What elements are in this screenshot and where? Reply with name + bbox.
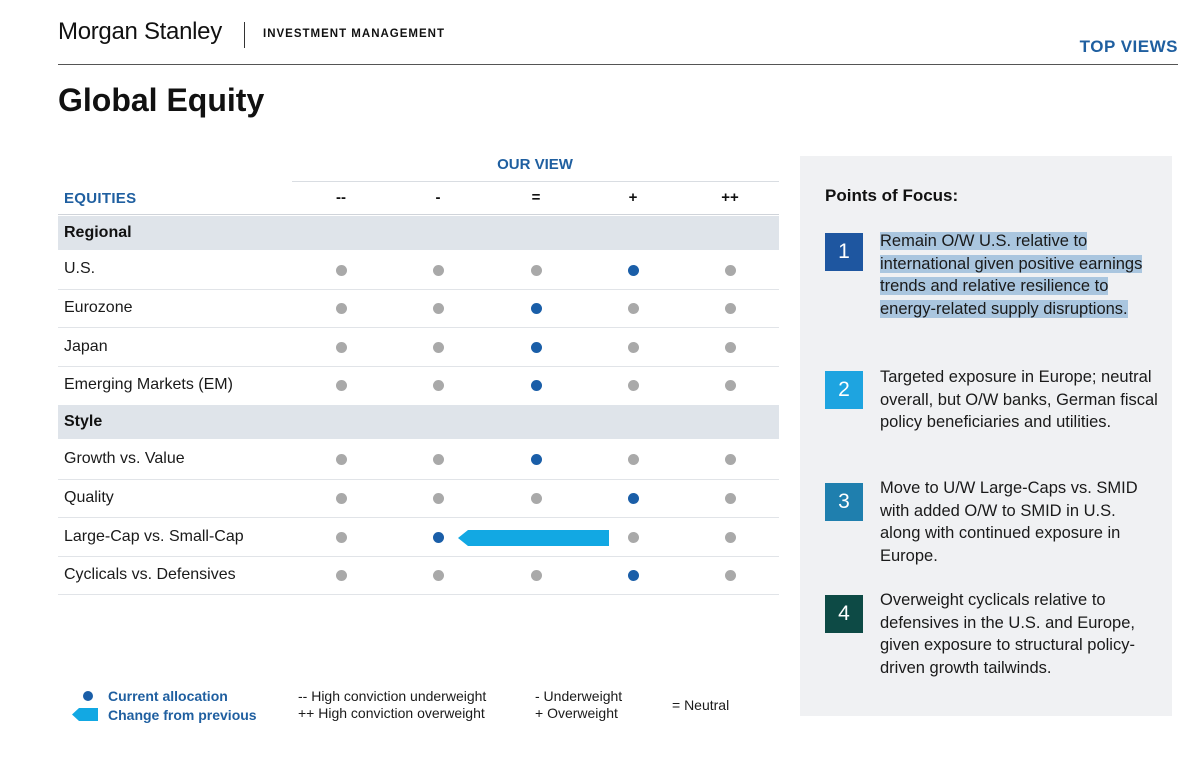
allocation-dot	[336, 493, 347, 504]
focus-point-text	[880, 230, 1160, 320]
focus-point-text: Overweight cyclicals relative to defensives in the U.S. and Europe, given exposure to structural policy-driven growth tailwinds.	[880, 591, 1135, 677]
allocation-dot	[336, 380, 347, 391]
legend-hc-underweight: -- High conviction underweight	[298, 688, 487, 704]
legend-neutral: = Neutral	[672, 697, 730, 713]
allocation-dot	[725, 303, 736, 314]
our-view-rule	[292, 181, 779, 182]
focus-number-badge: 2	[825, 371, 863, 409]
legend-change-from-previous: Change from previous	[108, 707, 257, 723]
column-header-high-underweight: --	[336, 189, 346, 206]
column-header-overweight: +	[628, 189, 638, 206]
legend-overweight: + Overweight	[535, 705, 618, 721]
allocation-dot	[336, 342, 347, 353]
row-label-em: Emerging Markets (EM)	[64, 376, 233, 393]
legend-underweight: - Underweight	[535, 688, 623, 704]
allocation-dot	[336, 570, 347, 581]
section-band-regional	[58, 216, 779, 250]
allocation-dot	[433, 265, 444, 276]
allocation-dot	[433, 303, 444, 314]
section-band-style	[58, 405, 779, 439]
current-allocation-dot	[531, 454, 542, 465]
legend-hc-overweight: ++ High conviction overweight	[298, 705, 485, 721]
row-divider	[58, 517, 779, 518]
current-allocation-dot	[628, 493, 639, 504]
allocation-dot	[433, 454, 444, 465]
row-divider	[58, 479, 779, 480]
row-divider	[58, 327, 779, 328]
column-header-underweight: -	[435, 189, 441, 206]
allocation-dot	[628, 380, 639, 391]
brand-divider	[244, 22, 245, 48]
equities-header: EQUITIES	[64, 190, 137, 207]
focus-number-badge: 4	[825, 595, 863, 633]
brand-logo-text: Morgan Stanley	[58, 18, 222, 45]
focus-number-badge: 3	[825, 483, 863, 521]
allocation-dot	[725, 493, 736, 504]
allocation-dot	[433, 493, 444, 504]
legend-current-allocation: Current allocation	[108, 688, 228, 704]
focus-number-badge: 1	[825, 233, 863, 271]
current-allocation-dot	[531, 380, 542, 391]
allocation-dot	[628, 303, 639, 314]
allocation-dot	[628, 532, 639, 543]
focus-point-text: Targeted exposure in Europe; neutral overall, but O/W banks, German fiscal policy beneficiaries and utilities.	[880, 368, 1158, 431]
column-header-neutral: =	[531, 189, 541, 206]
allocation-dot	[628, 454, 639, 465]
allocation-dot	[336, 303, 347, 314]
section-label-regional: Regional	[64, 224, 132, 241]
table-header-rule	[58, 214, 779, 215]
highlighted-text: Remain O/W U.S. relative to international given positive earnings trends and relative resilience to energy-related supply disruptions.	[880, 232, 1143, 318]
allocation-dot	[336, 532, 347, 543]
current-allocation-dot	[628, 265, 639, 276]
allocation-dot	[531, 493, 542, 504]
page-title: Global Equity	[58, 82, 265, 118]
current-allocation-dot	[433, 532, 444, 543]
row-label-quality: Quality	[64, 489, 114, 506]
row-label-us: U.S.	[64, 260, 96, 277]
row-label-large-small-cap: Large-Cap vs. Small-Cap	[64, 528, 244, 545]
row-divider	[58, 556, 779, 557]
brand-subtitle: INVESTMENT MANAGEMENT	[263, 28, 445, 40]
top-views-link[interactable]: TOP VIEWS	[1079, 37, 1178, 56]
allocation-dot	[433, 570, 444, 581]
row-divider	[58, 366, 779, 367]
header-divider	[58, 64, 1178, 65]
allocation-dot	[628, 342, 639, 353]
points-of-focus-title: Points of Focus:	[825, 186, 959, 205]
column-header-high-overweight: ++	[721, 189, 739, 206]
allocation-dot	[336, 265, 347, 276]
allocation-dot	[433, 380, 444, 391]
allocation-dot	[531, 570, 542, 581]
row-label-growth-value: Growth vs. Value	[64, 450, 185, 467]
allocation-dot	[725, 342, 736, 353]
row-label-eurozone: Eurozone	[64, 299, 133, 316]
allocation-dot	[725, 570, 736, 581]
row-label-japan: Japan	[64, 338, 108, 355]
allocation-dot	[725, 380, 736, 391]
table-bottom-rule	[58, 594, 779, 595]
current-allocation-dot	[628, 570, 639, 581]
allocation-dot	[531, 265, 542, 276]
current-allocation-dot	[531, 342, 542, 353]
allocation-dot	[725, 454, 736, 465]
legend-change-arrow-icon	[72, 708, 98, 721]
current-allocation-dot	[531, 303, 542, 314]
section-label-style: Style	[64, 413, 103, 430]
legend-current-dot-icon	[83, 691, 93, 701]
change-from-previous-arrow	[458, 530, 609, 546]
row-divider	[58, 289, 779, 290]
our-view-header: OUR VIEW	[497, 156, 573, 173]
row-label-cyclicals-defensives: Cyclicals vs. Defensives	[64, 566, 236, 583]
focus-point-text: Move to U/W Large-Caps vs. SMID with added O/W to SMID in U.S. along with continued exposure in Europe.	[880, 479, 1138, 565]
allocation-dot	[725, 265, 736, 276]
allocation-dot	[433, 342, 444, 353]
allocation-dot	[725, 532, 736, 543]
allocation-dot	[336, 454, 347, 465]
